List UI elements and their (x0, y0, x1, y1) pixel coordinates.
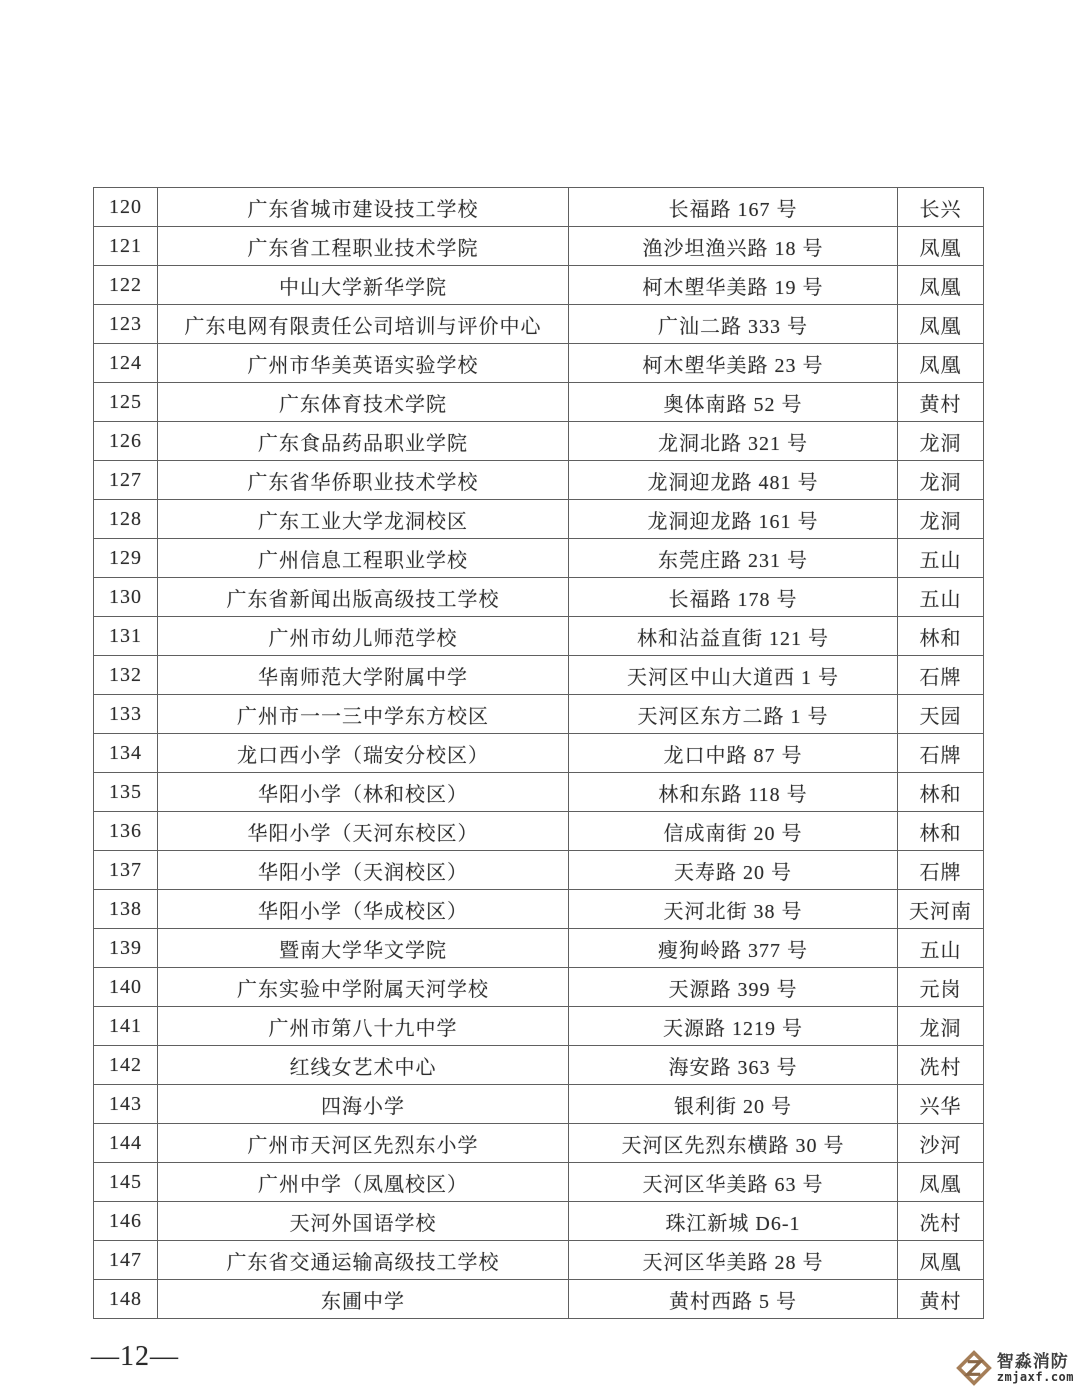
district-cell: 五山 (898, 929, 984, 968)
row-number-cell: 133 (94, 695, 158, 734)
row-number-cell: 142 (94, 1046, 158, 1085)
address-cell: 林和沾益直街 121 号 (569, 617, 898, 656)
district-cell: 凤凰 (898, 1163, 984, 1202)
district-cell: 五山 (898, 539, 984, 578)
school-name-cell: 广州市幼儿师范学校 (158, 617, 569, 656)
address-cell: 广汕二路 333 号 (569, 305, 898, 344)
address-cell: 龙洞北路 321 号 (569, 422, 898, 461)
row-number-cell: 148 (94, 1280, 158, 1319)
school-name-cell: 广东食品药品职业学院 (158, 422, 569, 461)
address-cell: 天河区华美路 63 号 (569, 1163, 898, 1202)
table-row (94, 851, 984, 890)
school-name-cell: 华南师范大学附属中学 (158, 656, 569, 695)
school-name-cell: 广州市一一三中学东方校区 (158, 695, 569, 734)
school-name-cell: 东圃中学 (158, 1280, 569, 1319)
address-cell: 天河区中山大道西 1 号 (569, 656, 898, 695)
row-number-cell: 145 (94, 1163, 158, 1202)
district-cell: 凤凰 (898, 227, 984, 266)
school-name-cell: 华阳小学（天润校区） (158, 851, 569, 890)
table-row (94, 1085, 984, 1124)
school-name-cell: 华阳小学（林和校区） (158, 773, 569, 812)
row-number-cell: 128 (94, 500, 158, 539)
table-row (94, 188, 984, 227)
schools-table (93, 187, 984, 1319)
school-name-cell: 广东省工程职业技术学院 (158, 227, 569, 266)
district-cell: 冼村 (898, 1046, 984, 1085)
table-row (94, 695, 984, 734)
address-cell: 长福路 167 号 (569, 188, 898, 227)
school-name-cell: 广东体育技术学院 (158, 383, 569, 422)
row-number-cell: 121 (94, 227, 158, 266)
school-name-cell: 广东省交通运输高级技工学校 (158, 1241, 569, 1280)
address-cell: 东莞庄路 231 号 (569, 539, 898, 578)
row-number-cell: 124 (94, 344, 158, 383)
district-cell: 天河南 (898, 890, 984, 929)
row-number-cell: 139 (94, 929, 158, 968)
table-row (94, 617, 984, 656)
district-cell: 元岗 (898, 968, 984, 1007)
address-cell: 珠江新城 D6-1 (569, 1202, 898, 1241)
row-number-cell: 141 (94, 1007, 158, 1046)
row-number-cell: 127 (94, 461, 158, 500)
table-row (94, 500, 984, 539)
row-number-cell: 143 (94, 1085, 158, 1124)
table-row (94, 812, 984, 851)
school-name-cell: 四海小学 (158, 1085, 569, 1124)
district-cell: 黄村 (898, 1280, 984, 1319)
row-number-cell: 123 (94, 305, 158, 344)
school-name-cell: 广东实验中学附属天河学校 (158, 968, 569, 1007)
address-cell: 龙口中路 87 号 (569, 734, 898, 773)
address-cell: 银利街 20 号 (569, 1085, 898, 1124)
address-cell: 奥体南路 52 号 (569, 383, 898, 422)
address-cell: 信成南街 20 号 (569, 812, 898, 851)
table-row (94, 890, 984, 929)
school-name-cell: 广州市第八十九中学 (158, 1007, 569, 1046)
district-cell: 黄村 (898, 383, 984, 422)
row-number-cell: 131 (94, 617, 158, 656)
row-number-cell: 140 (94, 968, 158, 1007)
table-row (94, 305, 984, 344)
address-cell: 天河区华美路 28 号 (569, 1241, 898, 1280)
row-number-cell: 132 (94, 656, 158, 695)
table-row (94, 578, 984, 617)
school-name-cell: 暨南大学华文学院 (158, 929, 569, 968)
table-row (94, 968, 984, 1007)
row-number-cell: 134 (94, 734, 158, 773)
district-cell: 龙洞 (898, 1007, 984, 1046)
table-row (94, 656, 984, 695)
district-cell: 龙洞 (898, 500, 984, 539)
school-name-cell: 天河外国语学校 (158, 1202, 569, 1241)
row-number-cell: 130 (94, 578, 158, 617)
table-row (94, 1046, 984, 1085)
school-name-cell: 广州信息工程职业学校 (158, 539, 569, 578)
district-cell: 凤凰 (898, 266, 984, 305)
district-cell: 兴华 (898, 1085, 984, 1124)
school-name-cell: 广东省华侨职业技术学校 (158, 461, 569, 500)
district-cell: 凤凰 (898, 305, 984, 344)
table-row (94, 422, 984, 461)
address-cell: 天源路 1219 号 (569, 1007, 898, 1046)
district-cell: 林和 (898, 773, 984, 812)
school-name-cell: 红线女艺术中心 (158, 1046, 569, 1085)
address-cell: 天寿路 20 号 (569, 851, 898, 890)
school-name-cell: 广州市天河区先烈东小学 (158, 1124, 569, 1163)
watermark-site: zmjaxf.com (996, 1369, 1074, 1384)
district-cell: 五山 (898, 578, 984, 617)
school-name-cell: 广州中学（凤凰校区） (158, 1163, 569, 1202)
table-row (94, 1007, 984, 1046)
address-cell: 天源路 399 号 (569, 968, 898, 1007)
district-cell: 凤凰 (898, 1241, 984, 1280)
address-cell: 天河北街 38 号 (569, 890, 898, 929)
row-number-cell: 129 (94, 539, 158, 578)
table-row (94, 344, 984, 383)
address-cell: 黄村西路 5 号 (569, 1280, 898, 1319)
district-cell: 凤凰 (898, 344, 984, 383)
district-cell: 石牌 (898, 851, 984, 890)
district-cell: 林和 (898, 617, 984, 656)
district-cell: 长兴 (898, 188, 984, 227)
school-name-cell: 广东电网有限责任公司培训与评价中心 (158, 305, 569, 344)
address-cell: 长福路 178 号 (569, 578, 898, 617)
address-cell: 海安路 363 号 (569, 1046, 898, 1085)
address-cell: 龙洞迎龙路 161 号 (569, 500, 898, 539)
district-cell: 冼村 (898, 1202, 984, 1241)
address-cell: 渔沙坦渔兴路 18 号 (569, 227, 898, 266)
address-cell: 林和东路 118 号 (569, 773, 898, 812)
watermark-brand: 智淼消防 (996, 1351, 1069, 1371)
row-number-cell: 122 (94, 266, 158, 305)
row-number-cell: 137 (94, 851, 158, 890)
address-cell: 柯木塱华美路 19 号 (569, 266, 898, 305)
district-cell: 石牌 (898, 656, 984, 695)
district-cell: 沙河 (898, 1124, 984, 1163)
table-row (94, 1280, 984, 1319)
table-row (94, 1202, 984, 1241)
district-cell: 龙洞 (898, 461, 984, 500)
school-name-cell: 中山大学新华学院 (158, 266, 569, 305)
table-body (94, 188, 984, 1319)
school-name-cell: 广东省新闻出版高级技工学校 (158, 578, 569, 617)
district-cell: 石牌 (898, 734, 984, 773)
school-name-cell: 广东省城市建设技工学校 (158, 188, 569, 227)
school-name-cell: 龙口西小学（瑞安分校区） (158, 734, 569, 773)
page-number: —12— (91, 1341, 179, 1372)
district-cell: 龙洞 (898, 422, 984, 461)
table-row (94, 1124, 984, 1163)
school-name-cell: 广东工业大学龙洞校区 (158, 500, 569, 539)
table-row (94, 773, 984, 812)
address-cell: 瘦狗岭路 377 号 (569, 929, 898, 968)
row-number-cell: 144 (94, 1124, 158, 1163)
row-number-cell: 120 (94, 188, 158, 227)
row-number-cell: 147 (94, 1241, 158, 1280)
row-number-cell: 138 (94, 890, 158, 929)
row-number-cell: 146 (94, 1202, 158, 1241)
row-number-cell: 125 (94, 383, 158, 422)
address-cell: 龙洞迎龙路 481 号 (569, 461, 898, 500)
row-number-cell: 126 (94, 422, 158, 461)
school-name-cell: 华阳小学（天河东校区） (158, 812, 569, 851)
table-row (94, 734, 984, 773)
table-row (94, 461, 984, 500)
table-row (94, 383, 984, 422)
table-row (94, 227, 984, 266)
watermark-logo-icon (956, 1350, 992, 1386)
table-row (94, 929, 984, 968)
district-cell: 天园 (898, 695, 984, 734)
address-cell: 天河区东方二路 1 号 (569, 695, 898, 734)
table-row (94, 1241, 984, 1280)
table-row (94, 266, 984, 305)
table-row (94, 539, 984, 578)
table-row (94, 1163, 984, 1202)
school-name-cell: 华阳小学（华成校区） (158, 890, 569, 929)
row-number-cell: 135 (94, 773, 158, 812)
address-cell: 柯木塱华美路 23 号 (569, 344, 898, 383)
school-name-cell: 广州市华美英语实验学校 (158, 344, 569, 383)
watermark (956, 1350, 1074, 1386)
row-number-cell: 136 (94, 812, 158, 851)
district-cell: 林和 (898, 812, 984, 851)
address-cell: 天河区先烈东横路 30 号 (569, 1124, 898, 1163)
